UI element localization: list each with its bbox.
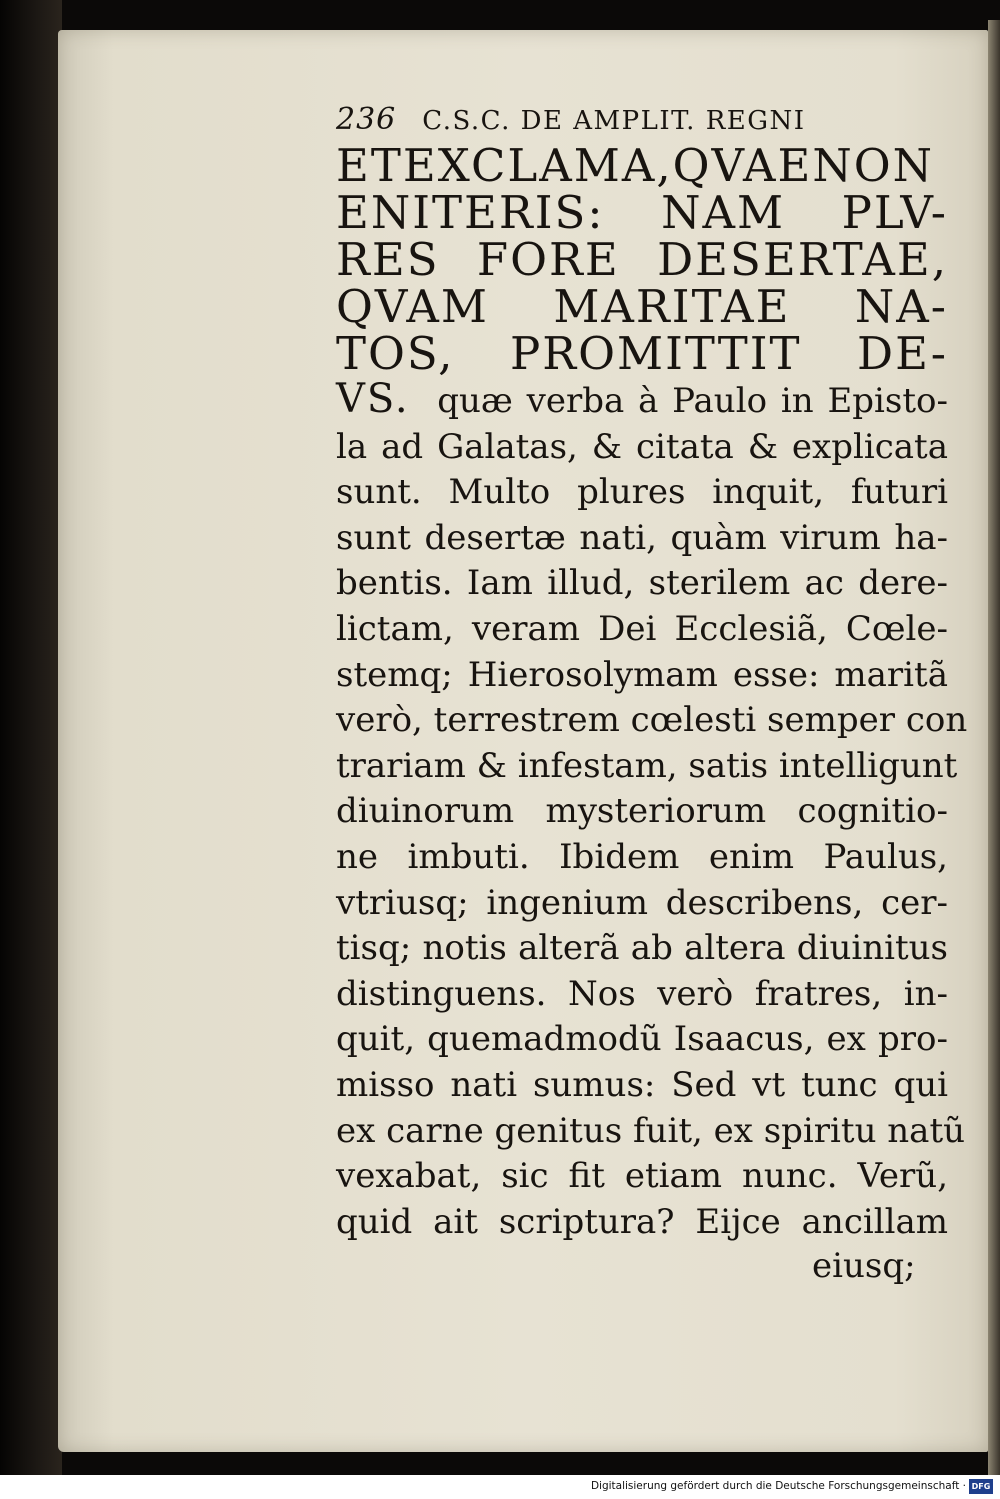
body-line: ne imbuti. Ibidem enim Paulus, [336,836,948,877]
page-edge [988,20,1000,1480]
body-line: stemq; Hierosolymam esse: maritã [336,654,948,695]
page-number: 236 [336,102,397,137]
caps-fragment: VS. [336,376,410,422]
caps-line: TOS, PROMITTIT DE- [336,327,948,380]
body-line: ex carne genitus fuit, ex spiritu natũ [336,1110,966,1151]
body-line: quid ait scriptura? Eijce ancillam [336,1201,948,1242]
body-line: vexabat, sic fit etiam nunc. Verũ, [336,1156,948,1197]
body-line: sunt. Multo plures inquit, futuri [336,472,948,513]
caps-line: ENITERIS: NAM PLV- [336,186,948,239]
caps-line: RES FORE DESERTAE, [336,233,948,286]
caps-line: QVAM MARITAE NA- [336,280,948,333]
body-line: trariam & infestam, satis intelligunt [336,745,958,786]
body-line: distinguens. Nos verò fratres, in- [336,973,948,1014]
funding-note: Digitalisierung gefördert durch die Deutsche Forschungsgemeinschaft · [590,1480,966,1492]
running-title: C.S.C. DE AMPLIT. REGNI [422,106,806,136]
body-line: bentis. Iam illud, sterilem ac dere- [336,563,948,604]
caps-line: ETEXCLAMA,QVAENON [336,139,934,192]
body-text-fragment: quæ verba à Paulo in Episto- [437,381,948,421]
page-header [336,98,948,142]
dfg-logo-icon: DFG [969,1479,993,1494]
body-line: verò, terrestrem cœlesti semper con [336,700,968,741]
body-line: diuinorum mysteriorum cognitio- [336,791,948,832]
body-line: quit, quemadmodũ Isaacus, ex pro- [336,1019,948,1060]
text-block [336,98,968,1245]
body-line: tisq; notis alterã ab altera diuinitus [336,928,948,969]
book-spine-edge [0,0,62,1475]
body-line: vtriusq; ingenium describens, cer- [336,882,948,923]
body-line: sunt desertæ nati, quàm virum ha- [336,517,948,558]
body-line: la ad Galatas, & citata & explicata [336,426,948,467]
catchword: eiusq; [812,1246,916,1286]
body-line: misso nati sumus: Sed vt tunc qui [336,1064,948,1105]
body-line-first [336,377,948,425]
body-line: lictam, veram Dei Ecclesiã, Cœle- [336,608,948,649]
